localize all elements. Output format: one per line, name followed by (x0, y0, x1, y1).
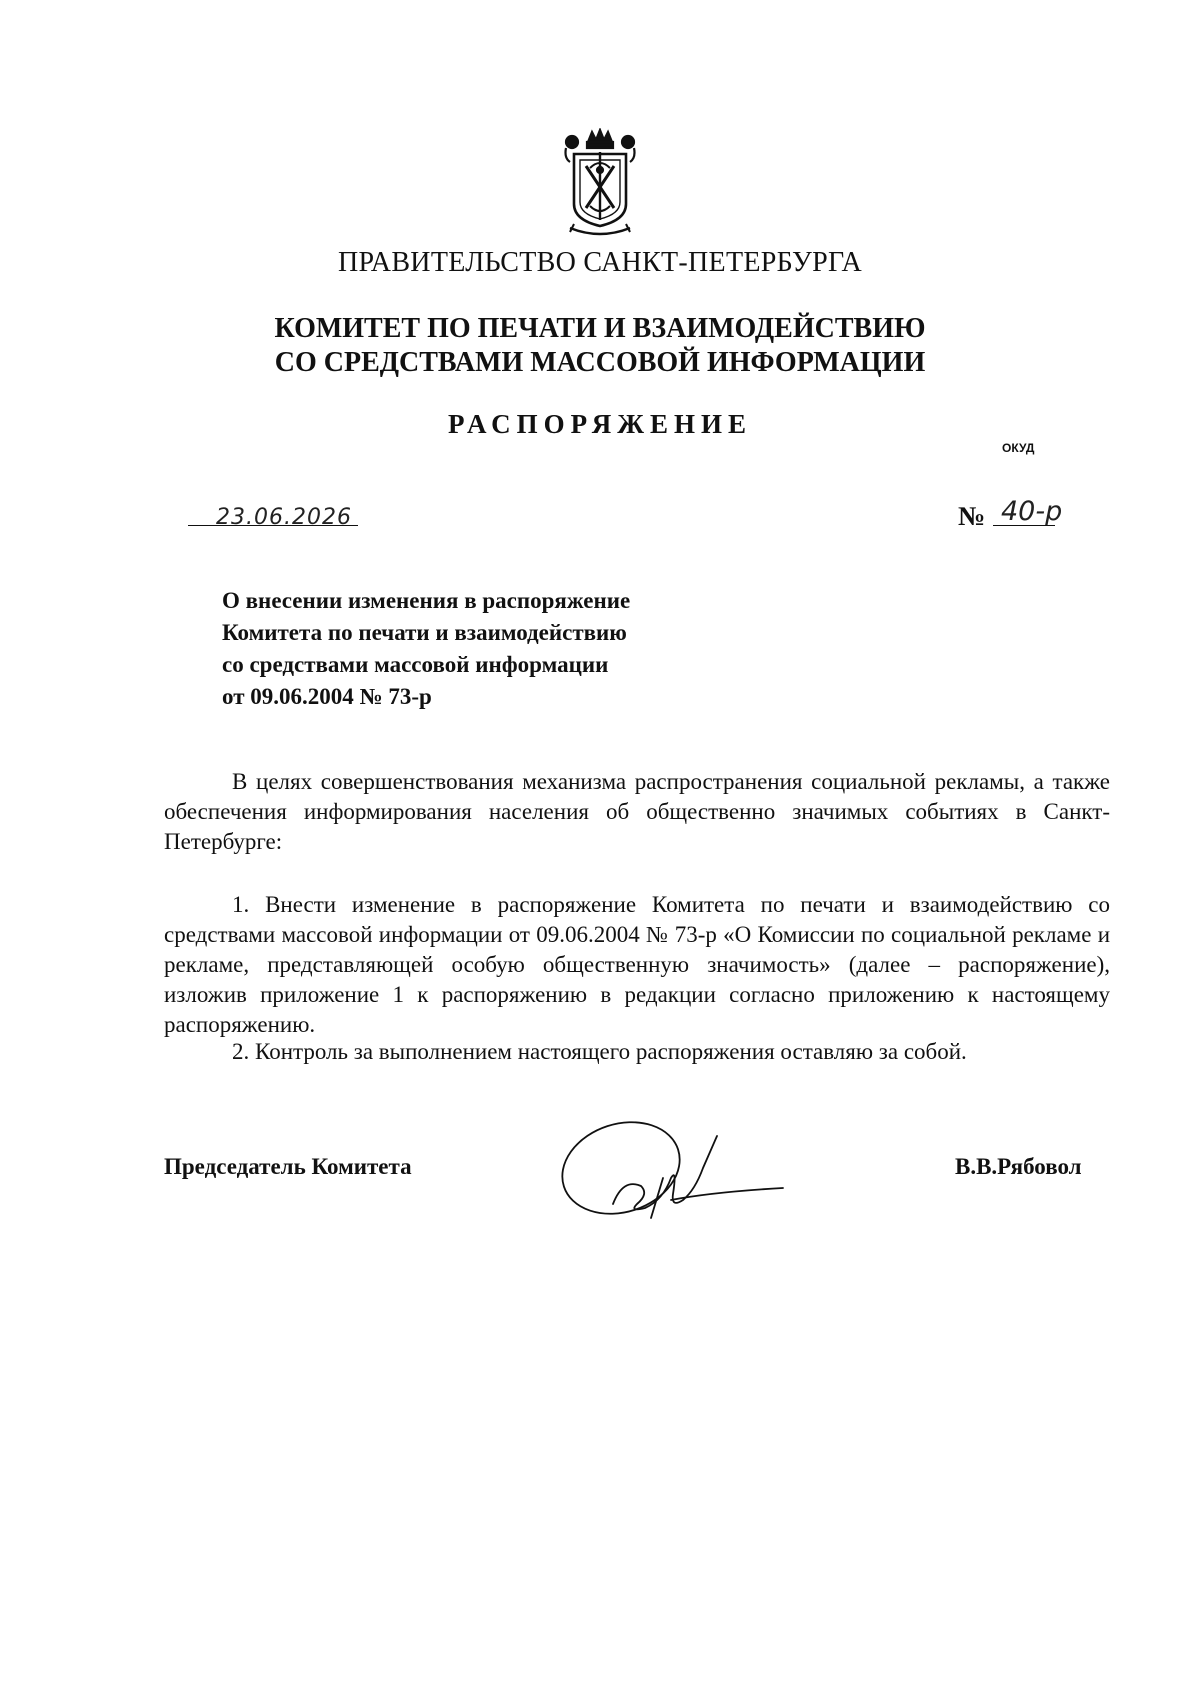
document-date: 23.06.2026 (216, 505, 352, 530)
document-subject (222, 585, 630, 713)
subject-line2: Комитета по печати и взаимодействию (222, 620, 627, 645)
committee-name (0, 312, 1200, 380)
document-type: РАСПОРЯЖЕНИЕ (447, 409, 753, 439)
handwritten-signature (553, 1108, 788, 1228)
okud-label: ОКУД (1002, 441, 1035, 455)
date-underline (188, 525, 358, 526)
number-symbol: № (958, 501, 986, 531)
intro-paragraph: В целях совершенствования механизма распространения социальной рекламы, а также обеспечения информирования населения об общественно значимых событиях в Санкт-Петербурге: (164, 769, 1110, 854)
number-underline (993, 525, 1055, 526)
committee-name-line2: СО СРЕДСТВАМИ МАССОВОЙ ИНФОРМАЦИИ (274, 347, 926, 378)
subject-line3: со средствами массовой информации (222, 652, 609, 677)
item-2-paragraph: 2. Контроль за выполнением настоящего распоряжения оставляю за собой. (232, 1039, 967, 1064)
coat-of-arms-icon (560, 128, 640, 240)
signatory-title: Председатель Комитета (164, 1154, 412, 1179)
government-title: ПРАВИТЕЛЬСТВО САНКТ-ПЕТЕРБУРГА (338, 247, 862, 278)
subject-line4: от 09.06.2004 № 73-р (222, 684, 432, 709)
signatory-name: В.В.Рябовол (955, 1154, 1082, 1179)
subject-line1: О внесении изменения в распоряжение (222, 588, 631, 613)
item-1-paragraph: 1. Внести изменение в распоряжение Комитета по печати и взаимодействию со средствами массовой информации от 09.06.2004 № 73-р «О Комиссии по социальной рекламе и рекламе, представляющей особую общественную значимость» (далее – распоряжение), изложив приложение 1 к распоряжению в редакции согласно приложению к настоящему распоряжению. (164, 892, 1110, 1037)
document-number: 40-р (1001, 496, 1063, 527)
committee-name-line1: КОМИТЕТ ПО ПЕЧАТИ И ВЗАИМОДЕЙСТВИЮ (274, 313, 926, 344)
